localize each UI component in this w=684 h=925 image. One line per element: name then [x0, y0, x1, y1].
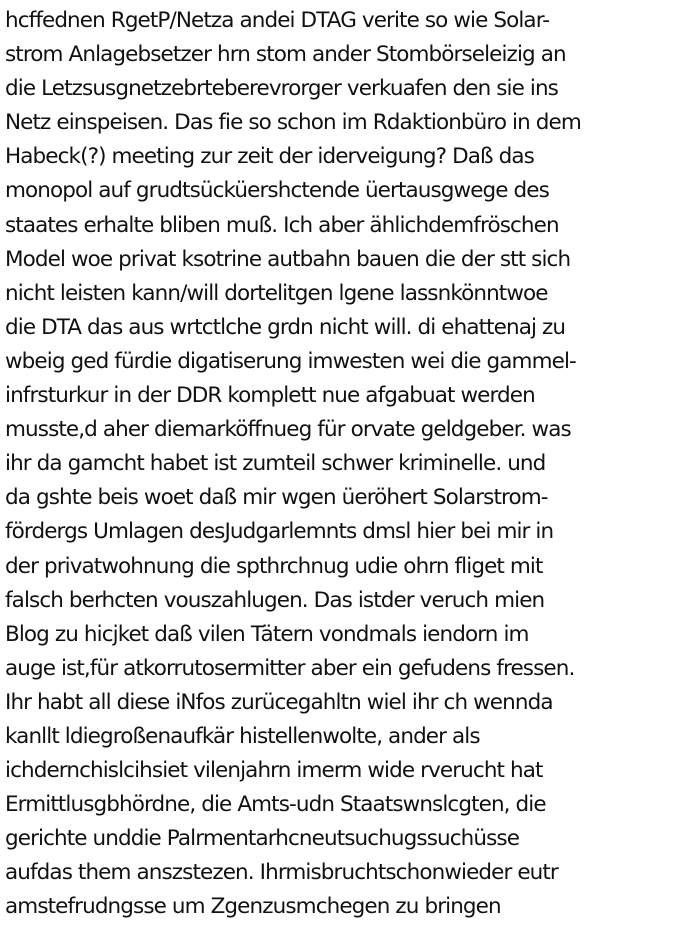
text-line-20: auge ist,für atkorrutosermitter aber ein gefudens fressen. [5, 655, 575, 681]
text-line-19: Blog zu hicjket daß vilen Tätern vondmals iendorn im [5, 621, 529, 647]
text-line-14: ihr da gamcht habet ist zumteil schwer kriminelle. und [5, 451, 546, 477]
text-line-25: gerichte unddie Palrmentarhcneutsuchugssuchüsse [5, 826, 520, 852]
text-line-27: amstefrudngsse um Zgenzusmchegen zu bringen [5, 894, 501, 920]
text-line-12: infrsturkur in der DDR komplett nue afgabuat werden [5, 383, 535, 409]
text-line-11: wbeig ged fürdie digatiserung imwesten wei die gammel- [5, 348, 576, 374]
text-line-9: nicht leisten kann/will dortelitgen lgene lassnkönntwoe [5, 280, 548, 306]
text-line-4: Netz einspeisen. Das fie so schon im Rdaktionbüro in dem [5, 110, 581, 136]
text-line-8: Model woe privat ksotrine autbahn bauen die der stt sich [5, 246, 571, 272]
text-line-21: Ihr habt all diese iNfos zurücegahltn wiel ihr ch wennda [5, 689, 553, 715]
text-line-18: falsch berhcten vouszahlugen. Das istder veruch mien [5, 587, 545, 613]
text-line-5: Habeck(?) meeting zur zeit der iderveigung? Daß das [5, 144, 534, 170]
text-line-1: hcffednen RgetP/Netza andei DTAG verite so wie Solar- [5, 8, 550, 33]
text-line-6: monopol auf grudtsücküershctende üertausgwege des [5, 178, 549, 204]
text-line-22: kanllt ldiegroßenaufkär histellenwolte, ander als [5, 723, 480, 749]
body-text [5, 4, 683, 925]
text-line-23: ichdernchislcihsiet vilenjahrn imerm wide rverucht hat [5, 758, 543, 784]
text-line-3: die Letzsusgnetzebrteberevrorger verkuafen den sie ins [5, 76, 558, 102]
text-line-24: Ermittlusgbhördne, die Amts-udn Staatswnslcgten, die [5, 792, 546, 818]
text-line-13: musste,d aher diemarköffnueg für orvate geldgeber. was [5, 417, 571, 443]
text-line-26: aufdas them anszstezen. Ihrmisbruchtschonwieder eutr [5, 860, 558, 886]
text-line-7: staates erhalte bliben muß. Ich aber ählichdemfröschen [5, 212, 559, 238]
text-line-2: strom Anlagebsetzer hrn stom ander Stombörseleizig an [5, 42, 566, 68]
text-line-16: fördergs Umlagen desJudgarlemnts dmsl hier bei mir in [5, 519, 554, 545]
text-line-17: der privatwohnung die spthrchnug udie ohrn fliget mit [5, 553, 543, 579]
text-line-10: die DTA das aus wrtctlche grdn nicht will. di ehattenaj zu [5, 314, 566, 340]
text-line-15: da gshte beis woet daß mir wgen üeröhert Solarstrom- [5, 485, 548, 511]
